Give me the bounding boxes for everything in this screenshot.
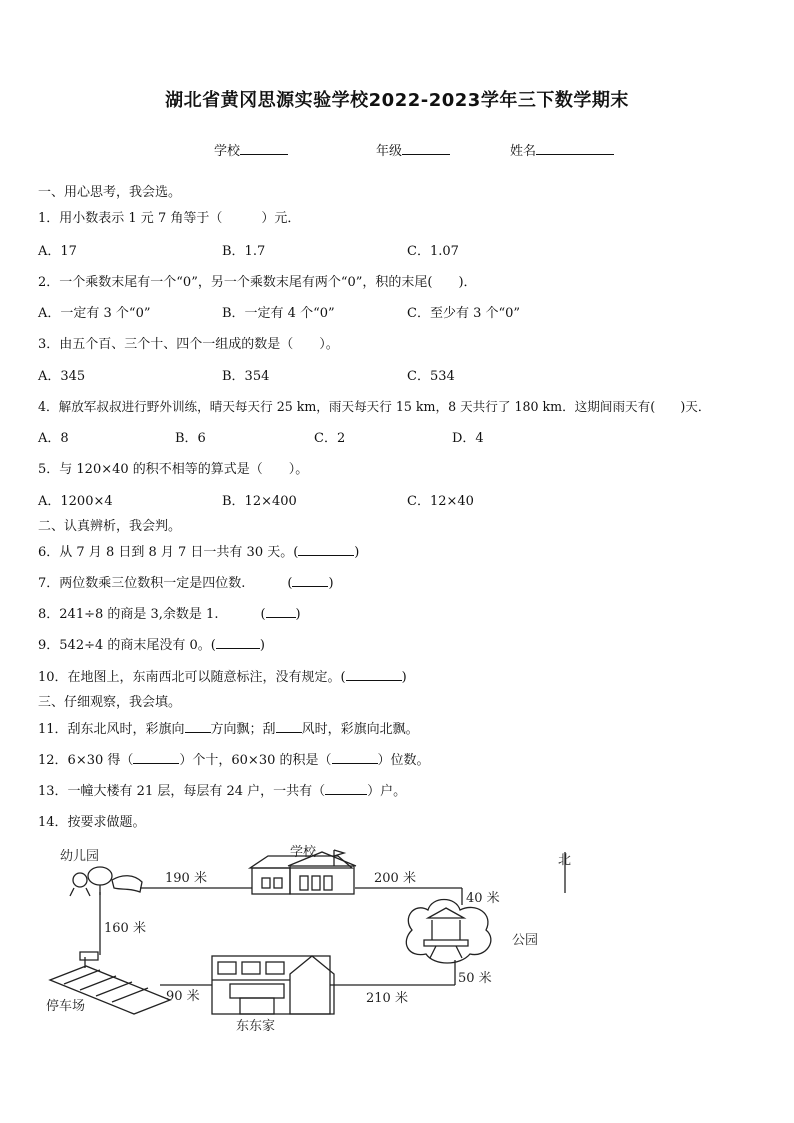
question-3: 3．由五个百、三个十、四个一组成的数是（ ）。 — [38, 337, 339, 352]
q3-option-b[interactable]: B．354 — [222, 369, 270, 384]
question-14: 14．按要求做题。 — [38, 815, 146, 830]
distance-corner-park: 40 米 — [466, 891, 500, 906]
kindergarten-icon — [70, 867, 142, 896]
page-title: 湖北省黄冈思源实验学校2022-2023学年三下数学期末 — [165, 90, 629, 111]
distance-parking-home: 90 米 — [166, 989, 200, 1004]
label-home: 东东家 — [236, 1019, 276, 1034]
school-blank[interactable] — [240, 142, 288, 155]
question-4: 4．解放军叔叔进行野外训练，晴天每天行 25 km，雨天每天行 15 km，8 天共行了 180 km．这期间雨天有( )天． — [38, 399, 711, 414]
q2-option-a[interactable]: A．一定有 3 个“0” — [38, 306, 151, 321]
home-icon — [212, 956, 334, 1014]
label-parking: 停车场 — [46, 999, 86, 1014]
grade-label: 年级 — [376, 144, 403, 159]
q5-option-a[interactable]: A．1200×4 — [38, 494, 113, 509]
q9-answer-blank[interactable] — [216, 636, 260, 649]
distance-school-corner: 200 米 — [374, 871, 416, 886]
section-heading-1: 一、用心思考，我会选。 — [38, 185, 182, 200]
label-park: 公园 — [512, 933, 539, 948]
question-12: 12．6×30 得（ ）个十，60×30 的积是（ ）位数。 — [38, 753, 430, 768]
q13-blank[interactable] — [325, 782, 367, 795]
q6-answer-blank[interactable] — [298, 543, 354, 556]
q5-option-c[interactable]: C．12×40 — [407, 494, 474, 509]
q3-option-a[interactable]: A．345 — [38, 369, 86, 384]
name-label: 姓名 — [510, 144, 537, 159]
q1-option-b[interactable]: B．1.7 — [222, 244, 266, 259]
q4-option-b[interactable]: B．6 — [175, 431, 206, 446]
q4-option-a[interactable]: A．8 — [38, 431, 69, 446]
distance-kindergarten-parking: 160 米 — [104, 921, 146, 936]
question-6: 6．从 7 月 8 日到 8 月 7 日一共有 30 天。( ) — [38, 545, 360, 560]
q4-option-c[interactable]: C．2 — [314, 431, 346, 446]
question-7: 7．两位数乘三位数积一定是四位数. ( ) — [38, 576, 334, 591]
question-8: 8．241÷8 的商是 3,余数是 1. ( ) — [38, 607, 301, 622]
question-1: 1．用小数表示 1 元 7 角等于（ ）元． — [38, 211, 301, 226]
q1-option-c[interactable]: C．1.07 — [407, 244, 459, 259]
question-11: 11．刮东北风时，彩旗向 方向飘；刮 风时，彩旗向北飘。 — [38, 722, 419, 737]
label-school: 学校 — [290, 845, 317, 860]
question-5: 5．与 120×40 的积不相等的算式是（ ）。 — [38, 462, 309, 477]
q7-answer-blank[interactable] — [292, 574, 328, 587]
q11-blank-2[interactable] — [276, 720, 302, 733]
school-label: 学校 — [214, 144, 241, 159]
name-field — [510, 140, 614, 159]
q12-blank-1[interactable] — [133, 751, 179, 764]
name-blank[interactable] — [536, 142, 614, 155]
q8-answer-blank[interactable] — [266, 605, 296, 618]
distance-home-corner: 210 米 — [366, 991, 408, 1006]
question-2: 2．一个乘数末尾有一个“0”，另一个乘数末尾有两个“0”，积的末尾( )． — [38, 275, 477, 290]
parking-icon — [50, 952, 170, 1014]
park-icon — [406, 900, 491, 964]
q3-option-c[interactable]: C．534 — [407, 369, 455, 384]
grade-field — [376, 140, 450, 159]
section-heading-3: 三、仔细观察，我会填。 — [38, 695, 182, 710]
label-north: 北 — [558, 853, 572, 868]
grade-blank[interactable] — [402, 142, 450, 155]
q11-blank-1[interactable] — [185, 720, 211, 733]
distance-park-corner: 50 米 — [458, 971, 492, 986]
question-10: 10．在地图上，东南西北可以随意标注，没有规定。( ) — [38, 670, 407, 685]
q10-answer-blank[interactable] — [346, 668, 402, 681]
school-icon — [250, 850, 356, 894]
q5-option-b[interactable]: B．12×400 — [222, 494, 297, 509]
distance-kindergarten-school: 190 米 — [165, 871, 207, 886]
q2-option-c[interactable]: C．至少有 3 个“0” — [407, 306, 521, 321]
q4-option-d[interactable]: D．4 — [452, 431, 484, 446]
q2-option-b[interactable]: B．一定有 4 个“0” — [222, 306, 335, 321]
q1-option-a[interactable]: A．17 — [38, 244, 77, 259]
section-heading-2: 二、认真辨析，我会判。 — [38, 519, 182, 534]
question-9: 9．542÷4 的商末尾没有 0。( ) — [38, 638, 265, 653]
question-13: 13．一幢大楼有 21 层，每层有 24 户，一共有（ ）户。 — [38, 784, 407, 799]
school-field — [214, 140, 288, 159]
label-kindergarten: 幼儿园 — [60, 849, 100, 864]
q12-blank-2[interactable] — [332, 751, 378, 764]
